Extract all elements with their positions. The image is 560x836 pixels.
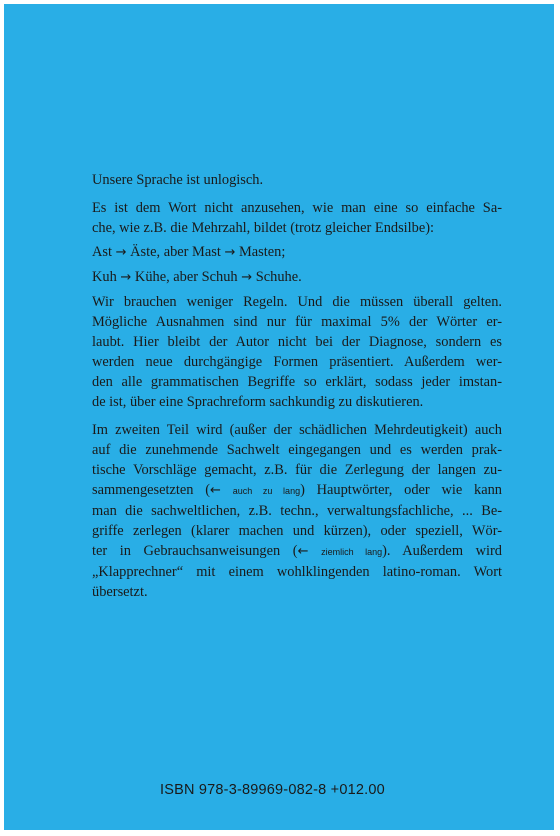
text-line: laubt. Hier bleibt der Autor nicht bei der Diagnose, sondern es <box>92 334 502 350</box>
small-note: ziemlich lang <box>321 547 383 557</box>
paragraph-example-ast <box>92 242 502 263</box>
text-line: de ist, über eine Sprachreform sachkundig zu diskutieren. <box>92 394 424 410</box>
blurb-text <box>92 170 502 610</box>
word-aeste: Äste, aber Mast <box>130 244 221 260</box>
word-masten: Masten; <box>238 244 286 260</box>
arrow-right-icon: → <box>115 245 127 260</box>
text-line: Unsere Sprache ist unlogisch. <box>92 172 264 188</box>
text-line: Wir brauchen weniger Regeln. Und die müssen überall gelten. <box>92 294 502 310</box>
arrow-left-icon: ← <box>210 483 221 498</box>
text-line <box>92 242 502 263</box>
text-line: auf die zunehmende Sachwelt eingegangen und es werden prak- <box>92 442 502 458</box>
paragraph-rules <box>92 292 502 412</box>
text-line: griffe zerlegen (klarer machen und kürzen), oder speziell, Wör- <box>92 523 502 539</box>
text-segment: sammengesetzten ( <box>92 482 211 498</box>
text-line: Es ist dem Wort nicht anzusehen, wie man eine so einfache Sa- <box>92 200 502 216</box>
text-line: „Klapprechner“ mit einem wohlklingenden latino-roman. Wort <box>92 564 502 580</box>
text-line: übersetzt. <box>92 584 148 600</box>
text-line: man die sachweltlichen, z.B. techn., verwaltungsfachliche, ... Be- <box>92 503 502 519</box>
text-line: den alle grammatischen Begriffe so erklärt, sodass jeder imstan- <box>92 374 502 390</box>
text-line: Mögliche Ausnahmen sind nur für maximal 5% der Wörter er- <box>92 314 502 330</box>
arrow-right-icon: → <box>241 270 253 285</box>
text-line: werden neue durchgängige Formen präsentiert. Außerdem wer- <box>92 354 502 370</box>
small-note: auch zu lang <box>232 486 301 496</box>
paragraph-example-intro <box>92 198 502 238</box>
paragraph-example-kuh <box>92 267 502 288</box>
arrow-left-icon: ← <box>297 544 309 559</box>
paragraph-intro <box>92 170 502 190</box>
arrow-right-icon: → <box>224 245 236 260</box>
text-line <box>92 541 502 562</box>
text-line <box>92 480 502 501</box>
word-schuhe: Schuhe. <box>255 269 302 285</box>
word-kuh: Kuh <box>92 269 117 285</box>
text-line: Im zweiten Teil wird (außer der schädlichen Mehrdeutigkeit) auch <box>92 422 502 438</box>
word-ast: Ast <box>92 244 112 260</box>
isbn-price-line: ISBN 978-3-89969-082-8 +012.00 <box>160 782 385 798</box>
arrow-right-icon: → <box>120 270 132 285</box>
text-segment: ) Hauptwörter, oder wie kann <box>300 482 502 498</box>
text-line <box>92 267 502 288</box>
text-line: tische Vorschläge gemacht, z.B. für die Zerlegung der langen zu- <box>92 462 502 478</box>
text-segment: ter in Gebrauchsanweisungen ( <box>92 543 298 559</box>
paragraph-part-two <box>92 420 502 602</box>
word-kuehe: Kühe, aber Schuh <box>134 269 238 285</box>
text-line: che, wie z.B. die Mehrzahl, bildet (trotz gleicher Endsilbe): <box>92 220 435 236</box>
text-segment: ). Außerdem wird <box>382 543 502 559</box>
book-back-cover <box>4 4 554 830</box>
